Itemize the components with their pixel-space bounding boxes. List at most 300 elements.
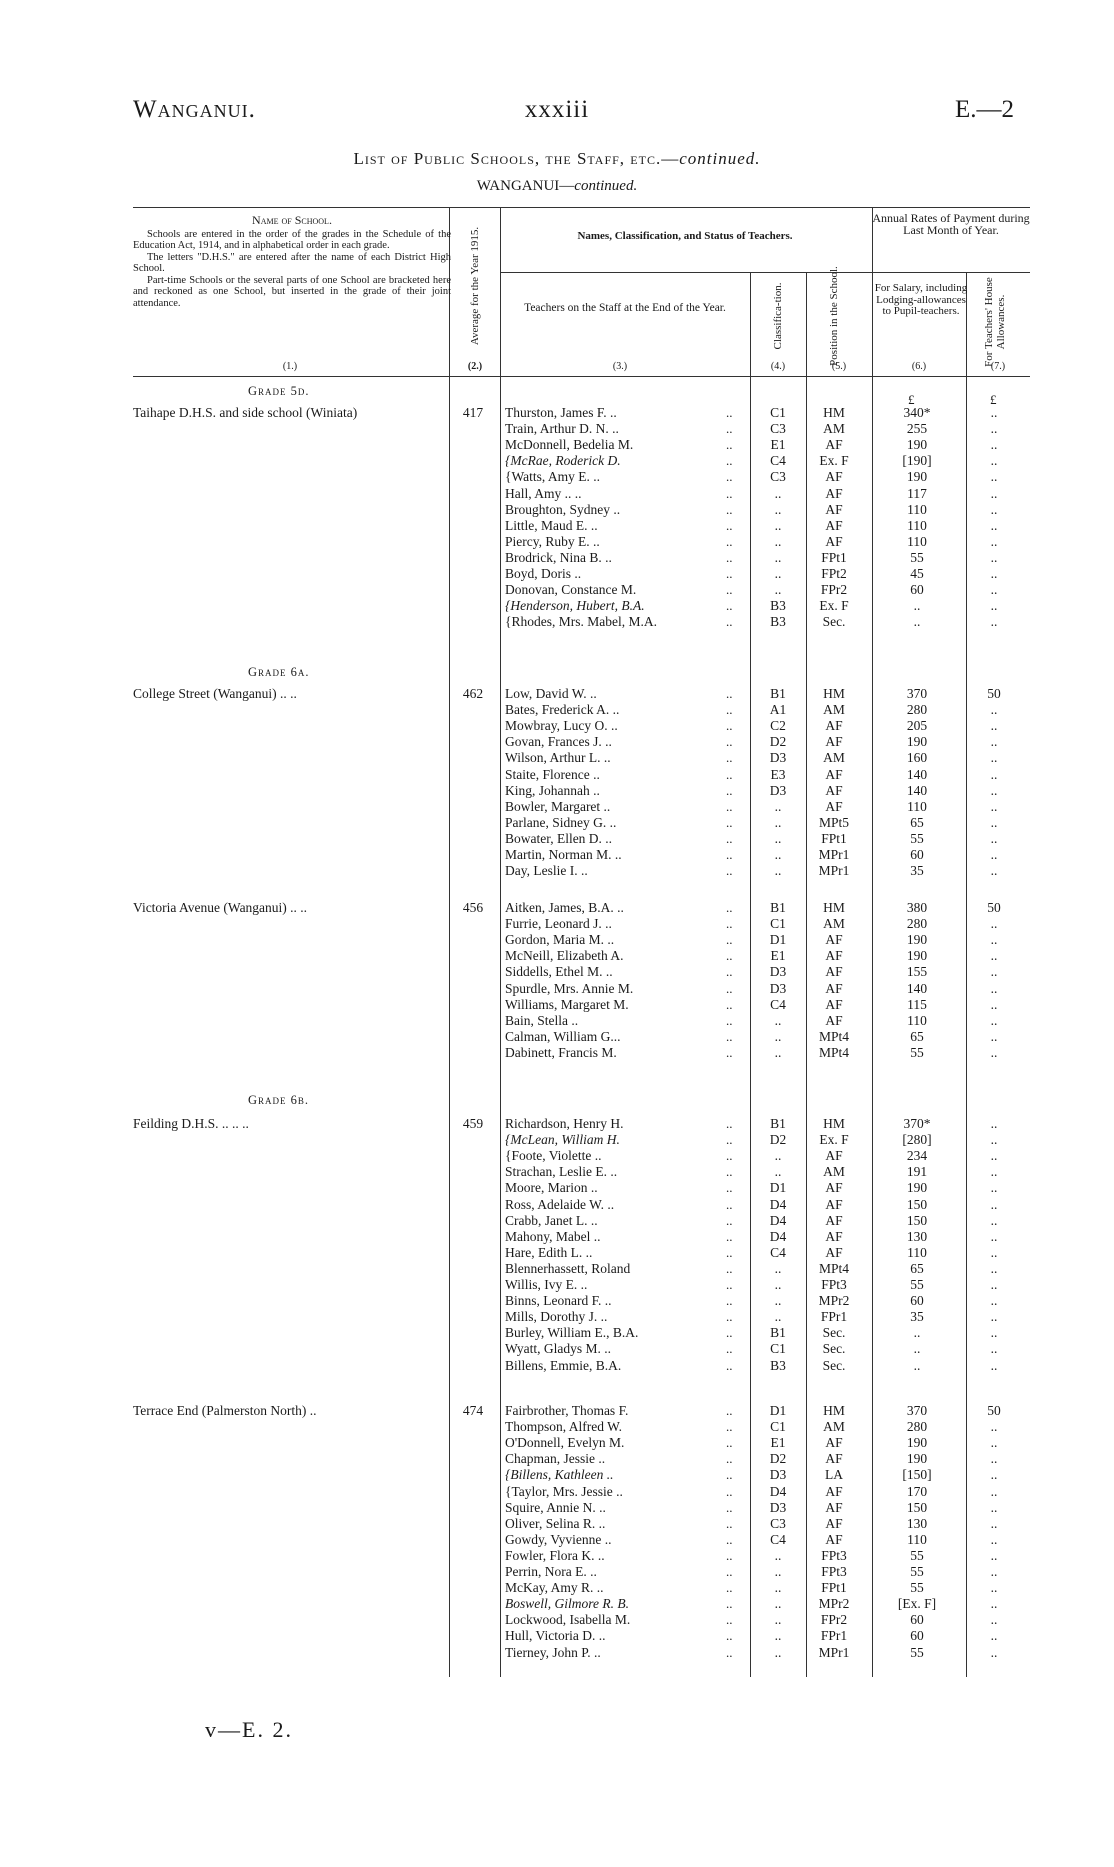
salary-value: 205 xyxy=(906,718,928,733)
allowance-value: .. xyxy=(990,1013,998,1028)
teacher-classification: C1 xyxy=(770,1341,786,1356)
teacher-position: AF xyxy=(825,964,843,979)
teacher-position: AF xyxy=(825,1484,843,1499)
leader-dots: .. xyxy=(726,486,733,501)
salary-value: 190 xyxy=(906,932,928,947)
allowance-value: .. xyxy=(990,1213,998,1228)
teacher-name: Donovan, Constance M. xyxy=(505,582,637,597)
title-cont: continued. xyxy=(679,149,761,168)
teacher-name: Staite, Florence .. xyxy=(505,767,600,782)
teacher-classification: E1 xyxy=(770,948,786,963)
teachers-divider xyxy=(500,272,872,273)
allowance-value: .. xyxy=(990,1580,998,1595)
salary-value: 110 xyxy=(907,799,927,814)
teacher-position: Sec. xyxy=(822,1341,846,1356)
leader-dots: .. xyxy=(726,1325,733,1340)
salary-value: 140 xyxy=(906,981,928,996)
teacher-classification: D4 xyxy=(769,1197,787,1212)
teacher-position: AM xyxy=(823,1164,845,1179)
teacher-classification: D4 xyxy=(769,1484,787,1499)
teacher-position: AM xyxy=(823,1419,845,1434)
allowance-value: .. xyxy=(990,1612,998,1627)
leader-dots: .. xyxy=(726,534,733,549)
leader-dots: .. xyxy=(726,718,733,733)
name-header-note-1: Schools are entered in the order of the grades in the Schedule of the Education Act, 1914, and in alphabetical order in each grade. xyxy=(133,228,451,251)
allowance-value: .. xyxy=(990,1628,998,1643)
teacher-classification: .. xyxy=(774,863,782,878)
leader-dots: .. xyxy=(726,783,733,798)
salary-value: 65 xyxy=(910,1029,924,1044)
teacher-classification: D1 xyxy=(769,932,787,947)
page-footer: v—E. 2. xyxy=(205,1717,293,1742)
allowance-value: .. xyxy=(990,453,998,468)
teacher-classification: B3 xyxy=(770,1358,786,1373)
leader-dots: .. xyxy=(726,981,733,996)
allowance-value: 50 xyxy=(987,900,1001,915)
teacher-position: FPt1 xyxy=(821,550,847,565)
teacher-name: Spurdle, Mrs. Annie M. xyxy=(505,981,634,996)
allowance-value: .. xyxy=(990,831,998,846)
leader-dots: .. xyxy=(726,1467,733,1482)
salary-value: [Ex. F] xyxy=(897,1596,937,1611)
position-header: Position in the School. xyxy=(828,266,840,366)
teacher-classification: .. xyxy=(774,550,782,565)
teacher-classification: .. xyxy=(774,1564,782,1579)
teacher-classification: C4 xyxy=(770,1532,786,1547)
teacher-name: Bain, Stella .. xyxy=(505,1013,579,1028)
col-divider-2 xyxy=(500,207,501,1677)
leader-dots: .. xyxy=(726,767,733,782)
teacher-name: Train, Arthur D. N. .. xyxy=(505,421,619,436)
leader-dots: .. xyxy=(726,1261,733,1276)
teacher-name: Martin, Norman M. .. xyxy=(505,847,622,862)
allowance-value: .. xyxy=(990,1180,998,1195)
col-divider-3 xyxy=(750,272,751,1677)
teacher-name: Boyd, Doris .. xyxy=(505,566,582,581)
salary-value: 110 xyxy=(907,1245,927,1260)
teacher-position: AF xyxy=(825,734,843,749)
teacher-position: AF xyxy=(825,1213,843,1228)
teacher-position: FPr1 xyxy=(820,1309,848,1324)
teacher-position: AM xyxy=(823,750,845,765)
teacher-position: AF xyxy=(825,1532,843,1547)
currency-allowance: £ xyxy=(990,392,997,407)
salary-value: 110 xyxy=(907,502,927,517)
salary-value: [190] xyxy=(902,453,932,468)
allowance-value: .. xyxy=(990,534,998,549)
teacher-classification: D2 xyxy=(769,1132,787,1147)
salary-value: 117 xyxy=(907,486,927,501)
teacher-position: AF xyxy=(825,1516,843,1531)
teacher-classification: B1 xyxy=(770,1325,786,1340)
leader-dots: .. xyxy=(726,1164,733,1179)
teacher-position: AF xyxy=(825,783,843,798)
teacher-position: AF xyxy=(825,1148,843,1163)
teacher-name: Thompson, Alfred W. xyxy=(505,1419,622,1434)
teacher-name: Piercy, Ruby E. .. xyxy=(505,534,600,549)
header-left: Wanganui. xyxy=(133,96,256,123)
average-attendance: 462 xyxy=(462,686,484,701)
teacher-name: {Rhodes, Mrs. Mabel, M.A. xyxy=(505,614,657,629)
teacher-position: AF xyxy=(825,981,843,996)
leader-dots: .. xyxy=(726,1500,733,1515)
allowance-value: .. xyxy=(990,916,998,931)
teacher-classification: .. xyxy=(774,815,782,830)
teacher-classification: D2 xyxy=(769,1451,787,1466)
allowance-value: .. xyxy=(990,702,998,717)
teacher-name: Mahony, Mabel .. xyxy=(505,1229,601,1244)
allowance-value: .. xyxy=(990,1419,998,1434)
col-num-6: (6.) xyxy=(911,361,927,372)
allowance-value: .. xyxy=(990,1229,998,1244)
teacher-position: HM xyxy=(823,405,845,420)
salary-value: .. xyxy=(913,1341,921,1356)
teacher-classification: C1 xyxy=(770,916,786,931)
teachers-header: Names, Classification, and Status of Teachers. xyxy=(577,230,793,242)
teacher-classification: A1 xyxy=(769,702,787,717)
col-divider-4 xyxy=(806,272,807,1677)
allowance-value: .. xyxy=(990,1532,998,1547)
teacher-position: Sec. xyxy=(822,1325,846,1340)
subtitle-main: WANGANUI— xyxy=(476,178,575,194)
teacher-classification: .. xyxy=(774,1293,782,1308)
salary-value: 370 xyxy=(906,686,928,701)
allowance-value: .. xyxy=(990,518,998,533)
teacher-classification: .. xyxy=(774,1580,782,1595)
leader-dots: .. xyxy=(726,1580,733,1595)
leader-dots: .. xyxy=(726,582,733,597)
teacher-name: Perrin, Nora E. .. xyxy=(505,1564,597,1579)
leader-dots: .. xyxy=(726,405,733,420)
col-num-5: (5.) xyxy=(831,361,847,372)
allowance-value: .. xyxy=(990,948,998,963)
teacher-position: Ex. F xyxy=(819,453,849,468)
grade-heading: Grade 6b. xyxy=(248,1093,310,1107)
allowance-value: .. xyxy=(990,1564,998,1579)
salary-value: 340* xyxy=(903,405,931,420)
leader-dots: .. xyxy=(726,1045,733,1060)
allowance-value: .. xyxy=(990,1029,998,1044)
teacher-name: {Watts, Amy E. .. xyxy=(505,469,601,484)
staff-header: Teachers on the Staff at the End of the Year. xyxy=(524,302,726,314)
teacher-classification: C4 xyxy=(770,453,786,468)
teacher-position: AF xyxy=(825,469,843,484)
teacher-name: O'Donnell, Evelyn M. xyxy=(505,1435,625,1450)
teacher-position: AF xyxy=(825,502,843,517)
salary-value: 255 xyxy=(906,421,928,436)
teacher-classification: .. xyxy=(774,1261,782,1276)
leader-dots: .. xyxy=(726,453,733,468)
teacher-position: AM xyxy=(823,916,845,931)
salary-value: 150 xyxy=(906,1213,928,1228)
salary-value: 65 xyxy=(910,1261,924,1276)
salary-value: 45 xyxy=(910,566,924,581)
teacher-name: Binns, Leonard F. .. xyxy=(505,1293,612,1308)
annual-rates-header: Annual Rates of Payment during Last Month of Year. xyxy=(872,211,1030,237)
leader-dots: .. xyxy=(726,518,733,533)
leader-dots: .. xyxy=(726,421,733,436)
currency-salary: £ xyxy=(908,392,915,407)
teacher-name: Gordon, Maria M. .. xyxy=(505,932,615,947)
teacher-position: AF xyxy=(825,1197,843,1212)
teacher-classification: E1 xyxy=(770,1435,786,1450)
allowance-value: 50 xyxy=(987,686,1001,701)
teacher-name: Broughton, Sydney .. xyxy=(505,502,621,517)
teacher-position: MPr2 xyxy=(818,1596,850,1611)
allowance-value: .. xyxy=(990,799,998,814)
teacher-classification: C2 xyxy=(770,718,786,733)
teacher-classification: .. xyxy=(774,1045,782,1060)
teacher-name: Aitken, James, B.A. .. xyxy=(505,900,624,915)
leader-dots: .. xyxy=(726,799,733,814)
allowance-value: .. xyxy=(990,1548,998,1563)
teacher-classification: D3 xyxy=(769,1467,787,1482)
allowance-value: .. xyxy=(990,614,998,629)
teacher-classification: C3 xyxy=(770,469,786,484)
classification-header: Classifica-tion. xyxy=(772,282,784,350)
allowance-value: .. xyxy=(990,1132,998,1147)
salary-value: 170 xyxy=(906,1484,928,1499)
teacher-position: FPr2 xyxy=(820,582,848,597)
leader-dots: .. xyxy=(726,1197,733,1212)
teacher-classification: .. xyxy=(774,534,782,549)
name-header-title: Name of School. xyxy=(252,213,332,227)
salary-value: [280] xyxy=(902,1132,932,1147)
teacher-position: AF xyxy=(825,1435,843,1450)
name-header-note-2: The letters "D.H.S." are entered after the name of each District High School. xyxy=(133,251,451,274)
teacher-classification: .. xyxy=(774,1645,782,1660)
salary-header: For Salary, including Lodging-allowances to Pupil-teachers. xyxy=(874,282,968,317)
leader-dots: .. xyxy=(726,1309,733,1324)
col-num-3: (3.) xyxy=(612,361,628,372)
page-number: xxxiii xyxy=(524,96,590,123)
leader-dots: .. xyxy=(726,900,733,915)
salary-value: 55 xyxy=(910,1564,924,1579)
allowance-value: .. xyxy=(990,1516,998,1531)
allowance-value: .. xyxy=(990,1645,998,1660)
allowance-value: .. xyxy=(990,734,998,749)
title-main: List of Public Schools, the Staff, etc.— xyxy=(353,149,680,168)
salary-value: 110 xyxy=(907,518,927,533)
salary-value: 55 xyxy=(910,1277,924,1292)
leader-dots: .. xyxy=(726,1341,733,1356)
salary-value: 190 xyxy=(906,948,928,963)
allowance-value: .. xyxy=(990,598,998,613)
teacher-position: AF xyxy=(825,932,843,947)
teacher-name: Crabb, Janet L. .. xyxy=(505,1213,598,1228)
teacher-classification: .. xyxy=(774,1612,782,1627)
teacher-classification: B1 xyxy=(770,900,786,915)
teacher-position: MPr2 xyxy=(818,1293,850,1308)
teacher-classification: D1 xyxy=(769,1403,787,1418)
grade-heading: Grade 5d. xyxy=(248,384,310,398)
teacher-name: Squire, Annie N. .. xyxy=(505,1500,606,1515)
teacher-position: FPt1 xyxy=(821,1580,847,1595)
leader-dots: .. xyxy=(726,1548,733,1563)
leader-dots: .. xyxy=(726,750,733,765)
allowance-value: .. xyxy=(990,1325,998,1340)
annual-divider xyxy=(872,272,1030,273)
leader-dots: .. xyxy=(726,1612,733,1627)
teacher-name: McDonnell, Bedelia M. xyxy=(505,437,634,452)
allowance-value: .. xyxy=(990,1116,998,1131)
leader-dots: .. xyxy=(726,932,733,947)
teacher-name: {McLean, William H. xyxy=(505,1132,620,1147)
teacher-classification: D3 xyxy=(769,750,787,765)
teacher-classification: .. xyxy=(774,566,782,581)
salary-value: 60 xyxy=(910,582,924,597)
salary-value: 60 xyxy=(910,1612,924,1627)
allowance-value: .. xyxy=(990,1045,998,1060)
leader-dots: .. xyxy=(726,502,733,517)
allowance-value: .. xyxy=(990,783,998,798)
leader-dots: .. xyxy=(726,1029,733,1044)
allowance-value: .. xyxy=(990,405,998,420)
leader-dots: .. xyxy=(726,1596,733,1611)
teacher-position: MPt4 xyxy=(818,1029,849,1044)
allowance-value: .. xyxy=(990,1484,998,1499)
leader-dots: .. xyxy=(726,964,733,979)
teacher-position: MPt5 xyxy=(818,815,849,830)
allowance-value: .. xyxy=(990,1451,998,1466)
leader-dots: .. xyxy=(726,1645,733,1660)
teacher-name: Calman, William G... xyxy=(505,1029,621,1044)
teacher-name: King, Johannah .. xyxy=(505,783,600,798)
salary-value: 160 xyxy=(906,750,928,765)
allowance-value: .. xyxy=(990,1309,998,1324)
teacher-classification: B1 xyxy=(770,686,786,701)
salary-value: 35 xyxy=(910,863,924,878)
teacher-classification: .. xyxy=(774,1164,782,1179)
teacher-name: Billens, Emmie, B.A. xyxy=(505,1358,622,1373)
teacher-name: {Foote, Violette .. xyxy=(505,1148,602,1163)
teacher-classification: C3 xyxy=(770,421,786,436)
leader-dots: .. xyxy=(726,702,733,717)
teacher-name: {Henderson, Hubert, B.A. xyxy=(505,598,645,613)
salary-value: 190 xyxy=(906,469,928,484)
teacher-classification: .. xyxy=(774,847,782,862)
allowance-value: .. xyxy=(990,469,998,484)
allowance-value: .. xyxy=(990,1164,998,1179)
teacher-position: FPt1 xyxy=(821,831,847,846)
teacher-position: AF xyxy=(825,1500,843,1515)
teacher-name: Siddells, Ethel M. .. xyxy=(505,964,613,979)
teacher-position: MPr1 xyxy=(818,847,850,862)
allowance-value: .. xyxy=(990,1277,998,1292)
salary-value: 55 xyxy=(910,1548,924,1563)
allowance-value: .. xyxy=(990,1596,998,1611)
allowance-value: .. xyxy=(990,964,998,979)
teacher-position: FPr2 xyxy=(820,1612,848,1627)
leader-dots: .. xyxy=(726,815,733,830)
teacher-classification: .. xyxy=(774,1596,782,1611)
teacher-position: MPr1 xyxy=(818,863,850,878)
salary-value: 110 xyxy=(907,1532,927,1547)
teacher-position: AF xyxy=(825,997,843,1012)
teacher-position: AF xyxy=(825,437,843,452)
average-attendance: 459 xyxy=(462,1116,484,1131)
leader-dots: .. xyxy=(726,1435,733,1450)
col-num-7: (7.) xyxy=(990,361,1006,372)
salary-value: 55 xyxy=(910,1045,924,1060)
allowance-value: .. xyxy=(990,1435,998,1450)
leader-dots: .. xyxy=(726,469,733,484)
teacher-name: Bowater, Ellen D. .. xyxy=(505,831,613,846)
salary-value: 60 xyxy=(910,847,924,862)
leader-dots: .. xyxy=(726,1229,733,1244)
col-num-1: (1.) xyxy=(282,361,298,372)
teacher-position: FPt2 xyxy=(821,566,847,581)
teacher-classification: D3 xyxy=(769,981,787,996)
teacher-name: Fairbrother, Thomas F. xyxy=(505,1403,629,1418)
school-name: College Street (Wanganui) .. .. xyxy=(133,686,297,701)
salary-value: .. xyxy=(913,598,921,613)
allowance-value: .. xyxy=(990,582,998,597)
teacher-name: Willis, Ivy E. .. xyxy=(505,1277,588,1292)
leader-dots: .. xyxy=(726,1013,733,1028)
teacher-position: Ex. F xyxy=(819,1132,849,1147)
salary-value: 190 xyxy=(906,1435,928,1450)
teacher-position: LA xyxy=(825,1467,843,1482)
salary-value: 190 xyxy=(906,1180,928,1195)
teacher-position: MPt4 xyxy=(818,1261,849,1276)
teacher-name: Burley, William E., B.A. xyxy=(505,1325,639,1340)
leader-dots: .. xyxy=(726,1116,733,1131)
salary-value: 55 xyxy=(910,1645,924,1660)
col-divider-5 xyxy=(872,207,873,1677)
teacher-name: Brodrick, Nina B. .. xyxy=(505,550,612,565)
salary-value: 190 xyxy=(906,437,928,452)
leader-dots: .. xyxy=(726,997,733,1012)
salary-value: 190 xyxy=(906,1451,928,1466)
teacher-name: Chapman, Jessie .. xyxy=(505,1451,606,1466)
average-attendance: 474 xyxy=(462,1403,484,1418)
teacher-name: Ross, Adelaide W. .. xyxy=(505,1197,615,1212)
leader-dots: .. xyxy=(726,1132,733,1147)
leader-dots: .. xyxy=(726,614,733,629)
teacher-name: {Taylor, Mrs. Jessie .. xyxy=(505,1484,623,1499)
allowance-value: .. xyxy=(990,1197,998,1212)
teacher-name: Furrie, Leonard J. .. xyxy=(505,916,612,931)
teacher-classification: E3 xyxy=(770,767,786,782)
teacher-name: Hull, Victoria D. .. xyxy=(505,1628,606,1643)
leader-dots: .. xyxy=(726,1245,733,1260)
salary-value: [150] xyxy=(902,1467,932,1482)
allowance-value: .. xyxy=(990,847,998,862)
teacher-classification: D4 xyxy=(769,1229,787,1244)
leader-dots: .. xyxy=(726,1516,733,1531)
teacher-name: {Billens, Kathleen .. xyxy=(505,1467,614,1482)
leader-dots: .. xyxy=(726,1484,733,1499)
teacher-name: Hare, Edith L. .. xyxy=(505,1245,593,1260)
teacher-position: AF xyxy=(825,534,843,549)
allowance-value: 50 xyxy=(987,1403,1001,1418)
teacher-name: Moore, Marion .. xyxy=(505,1180,598,1195)
teacher-classification: .. xyxy=(774,1628,782,1643)
leader-dots: .. xyxy=(726,948,733,963)
salary-value: 110 xyxy=(907,534,927,549)
teacher-position: AF xyxy=(825,767,843,782)
salary-value: 60 xyxy=(910,1628,924,1643)
teacher-classification: .. xyxy=(774,1148,782,1163)
page-subtitle xyxy=(0,178,1114,195)
teacher-position: Sec. xyxy=(822,614,846,629)
teacher-position: AF xyxy=(825,1229,843,1244)
salary-value: 55 xyxy=(910,831,924,846)
leader-dots: .. xyxy=(726,831,733,846)
teacher-name: Thurston, James F. .. xyxy=(505,405,617,420)
allowance-value: .. xyxy=(990,502,998,517)
